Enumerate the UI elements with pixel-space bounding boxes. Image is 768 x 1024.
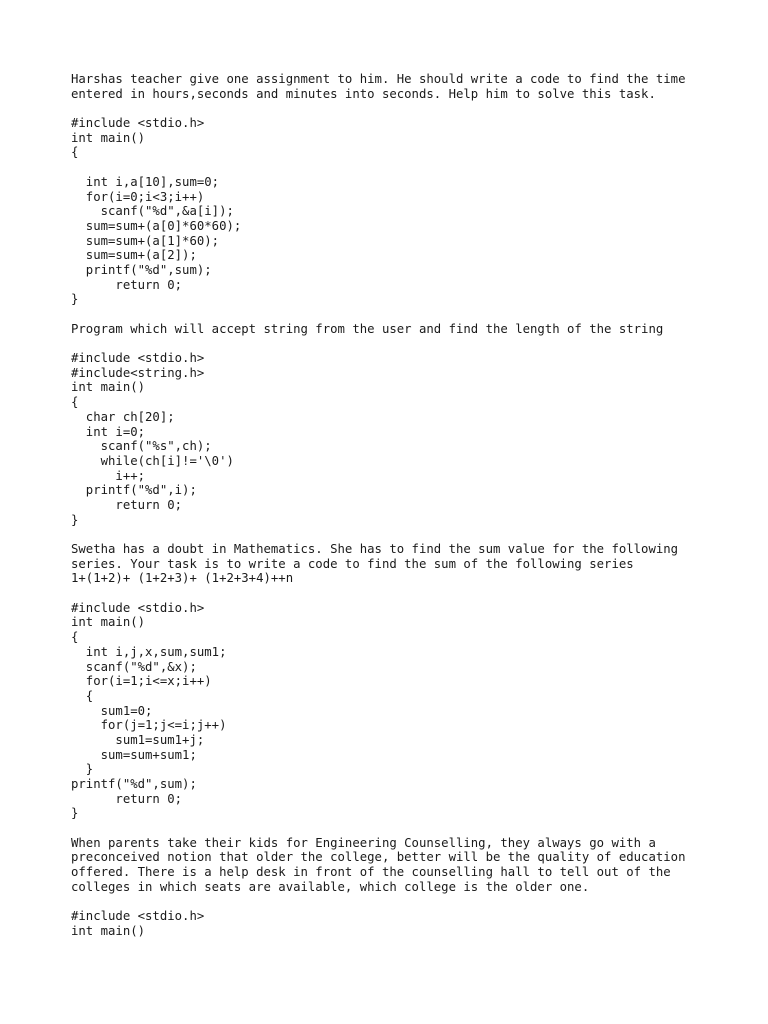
blank-line [71,586,731,601]
text-line: sum1=sum1+j; [71,732,205,747]
text-line: #include<string.h> [71,365,205,380]
text-line: sum=sum+(a[2]); [71,248,197,263]
text-line: printf("%d",sum); [71,777,197,791]
text-line: scanf("%s",ch); [71,439,212,454]
text-line: #include <stdio.h> [71,909,205,924]
text-line: 1+(1+2)+ (1+2+3)+ (1+2+3+4)++n [71,571,294,586]
blank-line [71,307,731,322]
text-line: When parents take their kids for Engineering Counselling, they always go with a [71,835,656,850]
text-line: sum=sum+sum1; [71,747,197,762]
text-line: for(i=0;i<3;i++) [71,189,205,204]
text-line: return 0; [71,277,183,292]
text-line: } [71,762,94,777]
text-line: { [71,395,79,410]
blank-line [71,527,731,542]
text-line: #include <stdio.h> [71,351,205,366]
text-line: } [71,512,79,527]
text-line: return 0; [71,497,183,512]
blank-line [71,821,731,836]
text-line: scanf("%d",&a[i]); [71,204,234,219]
text-line: int main() [71,380,146,395]
document-page [71,72,731,939]
text-line: for(j=1;j<=i;j++) [71,718,227,733]
text-line: #include <stdio.h> [71,600,205,615]
text-line: series. Your task is to write a code to find the sum of the following series [71,556,634,571]
text-line: offered. There is a help desk in front of the counselling hall to tell out of the [71,865,671,880]
text-line: char ch[20]; [71,409,175,424]
text-line: } [71,292,79,307]
text-line: #include <stdio.h> [71,116,205,131]
text-line: { [71,630,79,645]
text-line: int main() [71,923,146,938]
text-line: entered in hours,seconds and minutes into seconds. Help him to solve this task. [71,86,656,101]
text-line: int i,a[10],sum=0; [71,174,220,189]
blank-line [71,336,731,351]
text-line: int main() [71,130,146,145]
text-line: preconceived notion that older the college, better will be the quality of education [71,850,686,865]
text-line: { [71,145,79,160]
text-line: printf("%d",i); [71,483,197,498]
text-line: sum1=0; [71,703,153,718]
text-line: scanf("%d",&x); [71,659,197,674]
text-line: int i=0; [71,424,146,439]
text-line: i++; [71,468,146,483]
text-line: Swetha has a doubt in Mathematics. She has to find the sum value for the following [71,542,679,556]
text-line: sum=sum+(a[1]*60); [71,233,220,248]
blank-line [71,895,731,910]
blank-line [71,160,731,175]
blank-line [71,101,731,116]
text-line: sum=sum+(a[0]*60*60); [71,218,242,233]
text-line: return 0; [71,791,183,806]
text-line: for(i=1;i<=x;i++) [71,674,212,689]
text-line: Program which will accept string from the user and find the length of the string [71,321,664,336]
text-line: int i,j,x,sum,sum1; [71,644,227,659]
text-line: int main() [71,615,146,630]
text-line: } [71,806,79,821]
text-line: colleges in which seats are available, which college is the older one. [71,879,590,894]
text-line: Harshas teacher give one assignment to him. He should write a code to find the time [71,72,686,86]
text-line: { [71,688,94,703]
text-line: while(ch[i]!='\0') [71,453,234,468]
text-line: printf("%d",sum); [71,262,212,277]
